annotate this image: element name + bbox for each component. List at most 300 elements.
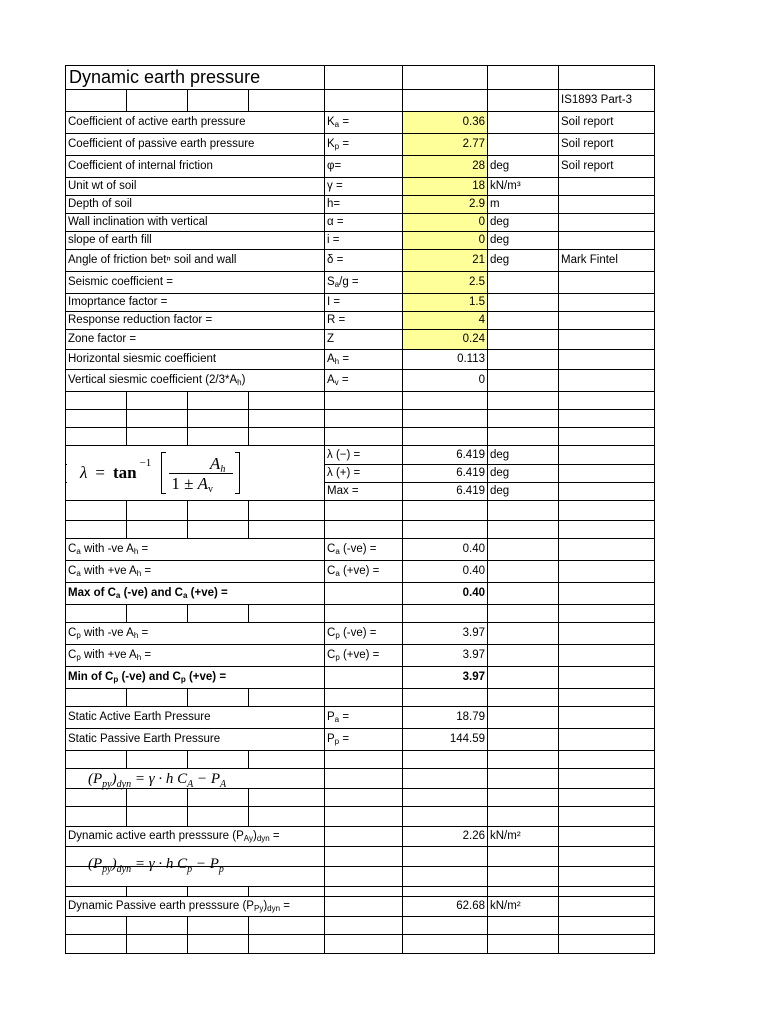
zone-label-cell[interactable]: [66, 330, 325, 350]
empty-cell[interactable]: [325, 887, 403, 897]
empty-cell[interactable]: [325, 827, 403, 847]
empty-cell[interactable]: [325, 521, 403, 539]
empty-cell[interactable]: [559, 729, 655, 751]
empty-cell[interactable]: [488, 312, 559, 330]
empty-cell[interactable]: [403, 867, 488, 887]
lp-value-cell[interactable]: [403, 465, 488, 483]
empty-cell[interactable]: [559, 897, 655, 917]
empty-cell[interactable]: [403, 428, 488, 446]
av-value-cell[interactable]: [403, 370, 488, 392]
empty-cell[interactable]: [403, 605, 488, 623]
empty-cell[interactable]: [66, 917, 127, 935]
empty-cell[interactable]: [127, 689, 188, 707]
empty-cell[interactable]: [127, 521, 188, 539]
empty-cell[interactable]: [559, 312, 655, 330]
empty-cell[interactable]: [403, 410, 488, 428]
empty-cell[interactable]: [559, 410, 655, 428]
spreadsheet-grid: [65, 65, 655, 954]
empty-cell[interactable]: [559, 465, 655, 483]
empty-cell[interactable]: [325, 66, 403, 90]
lm-unit-cell[interactable]: [488, 446, 559, 465]
kp-sym-text: =: [339, 138, 350, 150]
camax-value-cell[interactable]: [403, 583, 488, 605]
empty-cell[interactable]: [488, 539, 559, 561]
empty-cell[interactable]: [559, 605, 655, 623]
empty-cell[interactable]: [559, 645, 655, 667]
alpha-label-cell[interactable]: [66, 214, 325, 232]
cpmin-label-cell[interactable]: [66, 667, 325, 689]
empty-cell[interactable]: [127, 917, 188, 935]
slope-unit-cell[interactable]: [488, 232, 559, 250]
phi-ref-cell[interactable]: [559, 156, 655, 178]
av-symbol-cell[interactable]: [325, 370, 403, 392]
slope-symbol-cell[interactable]: [325, 232, 403, 250]
empty-cell[interactable]: [403, 917, 488, 935]
empty-cell[interactable]: [488, 751, 559, 769]
empty-cell[interactable]: [488, 667, 559, 689]
empty-cell[interactable]: [488, 917, 559, 935]
empty-cell[interactable]: [559, 501, 655, 521]
pp-symbol-cell[interactable]: [325, 729, 403, 751]
empty-cell[interactable]: [127, 751, 188, 769]
sa-value-cell[interactable]: [403, 272, 488, 294]
camax-val-text: 0.40: [462, 587, 485, 599]
empty-cell[interactable]: [249, 789, 325, 807]
alpha-value-cell[interactable]: [403, 214, 488, 232]
empty-cell[interactable]: [488, 392, 559, 410]
empty-cell[interactable]: [559, 483, 655, 501]
empty-cell[interactable]: [559, 392, 655, 410]
lmax-symbol-cell[interactable]: [325, 483, 403, 501]
empty-cell[interactable]: [559, 827, 655, 847]
alpha-symbol-cell[interactable]: [325, 214, 403, 232]
empty-cell[interactable]: [127, 90, 188, 112]
empty-cell[interactable]: [488, 330, 559, 350]
cap-label-cell[interactable]: [66, 561, 325, 583]
empty-cell[interactable]: [249, 501, 325, 521]
cpm-sym-text: C: [327, 627, 336, 639]
empty-cell[interactable]: [188, 428, 249, 446]
empty-cell[interactable]: [325, 789, 403, 807]
empty-cell[interactable]: [559, 330, 655, 350]
empty-cell[interactable]: [488, 272, 559, 294]
empty-cell[interactable]: [127, 392, 188, 410]
empty-cell[interactable]: [66, 789, 127, 807]
empty-cell[interactable]: [488, 112, 559, 134]
slope-value-cell[interactable]: [403, 232, 488, 250]
empty-cell[interactable]: [559, 350, 655, 370]
cpp-symbol-cell[interactable]: [325, 645, 403, 667]
empty-cell[interactable]: [249, 807, 325, 827]
empty-cell[interactable]: [559, 561, 655, 583]
empty-cell[interactable]: [66, 807, 127, 827]
empty-cell[interactable]: [249, 917, 325, 935]
cam-value-cell[interactable]: [403, 539, 488, 561]
empty-cell[interactable]: [66, 410, 127, 428]
pp-sym-subscript: p: [334, 737, 340, 746]
cpm-label-cell[interactable]: [66, 623, 325, 645]
empty-cell[interactable]: [488, 501, 559, 521]
cpm-label-text: =: [138, 627, 149, 639]
empty-cell[interactable]: [559, 294, 655, 312]
resp-value-cell[interactable]: [403, 312, 488, 330]
empty-cell[interactable]: [188, 887, 249, 897]
empty-cell[interactable]: [488, 350, 559, 370]
cpp-value-cell[interactable]: [403, 645, 488, 667]
empty-cell[interactable]: [488, 561, 559, 583]
lambda-denominator: [169, 474, 233, 493]
empty-cell[interactable]: [559, 66, 655, 90]
empty-cell[interactable]: [325, 897, 403, 917]
empty-cell[interactable]: [403, 66, 488, 90]
empty-cell[interactable]: [559, 769, 655, 789]
empty-cell[interactable]: [325, 392, 403, 410]
empty-cell[interactable]: [325, 917, 403, 935]
empty-cell[interactable]: [403, 501, 488, 521]
lm-symbol-cell[interactable]: [325, 446, 403, 465]
resp-label-cell[interactable]: [66, 312, 325, 330]
empty-cell[interactable]: [559, 847, 655, 867]
empty-cell[interactable]: [488, 90, 559, 112]
lambda-fraction: [169, 454, 233, 493]
empty-cell[interactable]: [127, 789, 188, 807]
empty-cell[interactable]: [249, 935, 325, 954]
empty-cell[interactable]: [249, 410, 325, 428]
empty-cell[interactable]: [488, 294, 559, 312]
pa-label-cell[interactable]: [66, 707, 325, 729]
ka-value-cell[interactable]: [403, 112, 488, 134]
empty-cell[interactable]: [403, 392, 488, 410]
empty-cell[interactable]: [188, 807, 249, 827]
delta-label-cell[interactable]: [66, 250, 325, 272]
phi-value-cell[interactable]: [403, 156, 488, 178]
empty-cell[interactable]: [559, 583, 655, 605]
empty-cell[interactable]: [249, 689, 325, 707]
empty-cell[interactable]: [325, 90, 403, 112]
empty-cell[interactable]: [66, 428, 127, 446]
empty-cell[interactable]: [403, 807, 488, 827]
empty-cell[interactable]: [488, 807, 559, 827]
empty-cell[interactable]: [325, 410, 403, 428]
kp-label-text: Coefficient of passive earth pressure: [68, 138, 255, 150]
empty-cell[interactable]: [403, 689, 488, 707]
dyna-value-cell[interactable]: [403, 827, 488, 847]
empty-cell[interactable]: [403, 789, 488, 807]
empty-cell[interactable]: [127, 410, 188, 428]
empty-cell[interactable]: [488, 689, 559, 707]
formula-text: ): [111, 771, 117, 787]
kp-sym-text: K: [327, 138, 335, 150]
cap-symbol-cell[interactable]: [325, 561, 403, 583]
empty-cell[interactable]: [488, 134, 559, 156]
empty-cell[interactable]: [559, 214, 655, 232]
delta-symbol-cell[interactable]: [325, 250, 403, 272]
resp-symbol-cell[interactable]: [325, 312, 403, 330]
zone-value-cell[interactable]: [403, 330, 488, 350]
empty-cell[interactable]: [249, 751, 325, 769]
lambda-numerator: [169, 454, 233, 474]
empty-cell[interactable]: [188, 410, 249, 428]
empty-cell[interactable]: [559, 428, 655, 446]
empty-cell[interactable]: [488, 605, 559, 623]
camax-label-cell[interactable]: [66, 583, 325, 605]
empty-cell[interactable]: [325, 769, 403, 789]
empty-cell[interactable]: [127, 887, 188, 897]
empty-cell[interactable]: [249, 887, 325, 897]
formula-subscript: p: [218, 864, 224, 875]
depth-label-cell[interactable]: [66, 196, 325, 214]
dynp-value-cell[interactable]: [403, 897, 488, 917]
empty-cell[interactable]: [325, 605, 403, 623]
kp-label-cell[interactable]: [66, 134, 325, 156]
empty-cell[interactable]: [403, 521, 488, 539]
empty-cell[interactable]: [249, 605, 325, 623]
empty-cell[interactable]: [488, 847, 559, 867]
empty-cell[interactable]: [127, 428, 188, 446]
empty-cell[interactable]: [188, 90, 249, 112]
right-bracket: [235, 452, 240, 494]
dyna-unit-cell[interactable]: [488, 827, 559, 847]
empty-cell[interactable]: [488, 410, 559, 428]
empty-cell[interactable]: [488, 521, 559, 539]
empty-cell[interactable]: [249, 392, 325, 410]
imp-label-cell[interactable]: [66, 294, 325, 312]
empty-cell[interactable]: [188, 689, 249, 707]
empty-cell[interactable]: [325, 867, 403, 887]
empty-cell[interactable]: [325, 807, 403, 827]
empty-cell[interactable]: [325, 501, 403, 521]
empty-cell[interactable]: [559, 935, 655, 954]
ref-ref-cell[interactable]: [559, 90, 655, 112]
lmax-sym-text: Max =: [327, 485, 359, 497]
empty-cell[interactable]: [66, 605, 127, 623]
sa-sym-text: S: [327, 276, 335, 288]
empty-cell[interactable]: [559, 446, 655, 465]
phi-symbol-cell[interactable]: [325, 156, 403, 178]
cpp-label-cell[interactable]: [66, 645, 325, 667]
empty-cell[interactable]: [325, 689, 403, 707]
cpm-sym-subscript: p: [335, 631, 340, 640]
cpm-value-cell[interactable]: [403, 623, 488, 645]
empty-cell[interactable]: [403, 887, 488, 897]
gamma-symbol-cell[interactable]: [325, 178, 403, 196]
empty-cell[interactable]: [559, 807, 655, 827]
empty-cell[interactable]: [66, 501, 127, 521]
phi-unit-cell[interactable]: [488, 156, 559, 178]
cap-sym-text: (+ve) =: [339, 565, 380, 577]
empty-cell[interactable]: [403, 769, 488, 789]
empty-cell[interactable]: [325, 667, 403, 689]
empty-cell[interactable]: [325, 935, 403, 954]
ah-sym-text: =: [339, 353, 350, 365]
empty-cell[interactable]: [188, 917, 249, 935]
ka-ref-cell[interactable]: [559, 112, 655, 134]
empty-cell[interactable]: [559, 272, 655, 294]
alpha-unit-cell[interactable]: [488, 214, 559, 232]
cap-value-cell[interactable]: [403, 561, 488, 583]
cpp-label-text: C: [68, 649, 77, 661]
empty-cell[interactable]: [188, 751, 249, 769]
depth-symbol-cell[interactable]: [325, 196, 403, 214]
gamma-value-cell[interactable]: [403, 178, 488, 196]
empty-cell[interactable]: [403, 90, 488, 112]
empty-cell[interactable]: [66, 751, 127, 769]
zone-symbol-cell[interactable]: [325, 330, 403, 350]
cpmin-value-cell[interactable]: [403, 667, 488, 689]
empty-cell[interactable]: [188, 501, 249, 521]
empty-cell[interactable]: [66, 689, 127, 707]
empty-cell[interactable]: [559, 689, 655, 707]
empty-cell[interactable]: [488, 729, 559, 751]
ka-sym-subscript: a: [334, 120, 340, 129]
dyna-label-cell[interactable]: [66, 827, 325, 847]
empty-cell[interactable]: [488, 370, 559, 392]
empty-cell[interactable]: [488, 789, 559, 807]
empty-cell[interactable]: [559, 887, 655, 897]
pa-symbol-cell[interactable]: [325, 707, 403, 729]
delta-ref-cell[interactable]: [559, 250, 655, 272]
delta-unit-cell[interactable]: [488, 250, 559, 272]
empty-cell[interactable]: [188, 521, 249, 539]
empty-cell[interactable]: [188, 789, 249, 807]
empty-cell[interactable]: [249, 521, 325, 539]
empty-cell[interactable]: [559, 521, 655, 539]
ah-symbol-cell[interactable]: [325, 350, 403, 370]
cap-label-text: C: [68, 565, 77, 577]
empty-cell[interactable]: [403, 751, 488, 769]
empty-cell[interactable]: [488, 867, 559, 887]
empty-cell[interactable]: [559, 178, 655, 196]
empty-cell[interactable]: [488, 769, 559, 789]
empty-cell[interactable]: [325, 428, 403, 446]
empty-cell[interactable]: [488, 66, 559, 90]
cpmin-label-subscript: p: [113, 675, 119, 684]
empty-cell[interactable]: [559, 370, 655, 392]
empty-cell[interactable]: [325, 583, 403, 605]
delta-label-text: Angle of friction betⁿ soil and wall: [68, 254, 237, 266]
empty-cell[interactable]: [488, 707, 559, 729]
empty-cell[interactable]: [559, 539, 655, 561]
empty-cell[interactable]: [559, 707, 655, 729]
numerator-subscript: h: [220, 463, 226, 475]
cap-label-subscript: a: [76, 569, 81, 578]
formula-text: = γ · h C: [131, 856, 188, 872]
empty-cell[interactable]: [488, 887, 559, 897]
numerator-text: A: [209, 453, 221, 473]
cpp-label-subscript: h: [136, 653, 142, 662]
lm-value-cell[interactable]: [403, 446, 488, 465]
cap-sym-text: C: [327, 565, 336, 577]
formula-subscript: A: [220, 779, 227, 790]
cpm-symbol-cell[interactable]: [325, 623, 403, 645]
dynp-unit-cell[interactable]: [488, 897, 559, 917]
lp-unit-text: deg: [490, 467, 510, 479]
empty-cell[interactable]: [66, 90, 127, 112]
empty-cell[interactable]: [127, 935, 188, 954]
empty-cell[interactable]: [188, 605, 249, 623]
av-label-cell[interactable]: [66, 370, 325, 392]
empty-cell[interactable]: [127, 807, 188, 827]
depth-value-cell[interactable]: [403, 196, 488, 214]
imp-value-cell[interactable]: [403, 294, 488, 312]
kp-ref-cell[interactable]: [559, 134, 655, 156]
cam-symbol-cell[interactable]: [325, 539, 403, 561]
formula-text: (P: [88, 771, 103, 787]
ah-label-cell[interactable]: [66, 350, 325, 370]
empty-cell[interactable]: [66, 521, 127, 539]
pp-value-cell[interactable]: [403, 729, 488, 751]
kp-value-cell[interactable]: [403, 134, 488, 156]
empty-cell[interactable]: [559, 751, 655, 769]
lmax-value-cell[interactable]: [403, 483, 488, 501]
cam-label-cell[interactable]: [66, 539, 325, 561]
ka-symbol-cell[interactable]: [325, 112, 403, 134]
sa-symbol-cell[interactable]: [325, 272, 403, 294]
gamma-label-cell[interactable]: [66, 178, 325, 196]
empty-cell[interactable]: [559, 917, 655, 935]
lp-unit-cell[interactable]: [488, 465, 559, 483]
sa-label-cell[interactable]: [66, 272, 325, 294]
empty-cell[interactable]: [249, 90, 325, 112]
kp-symbol-cell[interactable]: [325, 134, 403, 156]
empty-cell[interactable]: [66, 935, 127, 954]
empty-cell[interactable]: [488, 935, 559, 954]
slope-unit-text: deg: [490, 234, 510, 246]
empty-cell[interactable]: [325, 751, 403, 769]
empty-cell[interactable]: [488, 623, 559, 645]
empty-cell[interactable]: [559, 867, 655, 887]
empty-cell[interactable]: [66, 392, 127, 410]
ka-label-cell[interactable]: [66, 112, 325, 134]
depth-unit-cell[interactable]: [488, 196, 559, 214]
phi-label-cell[interactable]: [66, 156, 325, 178]
lambda-exponent: −1: [139, 457, 152, 469]
pa-val-text: 18.79: [456, 711, 485, 723]
pp-label-cell[interactable]: [66, 729, 325, 751]
slope-label-cell[interactable]: [66, 232, 325, 250]
formula-subscript: p: [187, 864, 193, 875]
lmax-unit-cell[interactable]: [488, 483, 559, 501]
empty-cell[interactable]: [488, 428, 559, 446]
empty-cell[interactable]: [559, 623, 655, 645]
title-cell[interactable]: [66, 66, 325, 90]
ka-ref-text: Soil report: [561, 116, 614, 128]
sa-val-text: 2.5: [469, 276, 485, 288]
empty-cell[interactable]: [188, 935, 249, 954]
empty-cell[interactable]: [559, 789, 655, 807]
empty-cell[interactable]: [559, 232, 655, 250]
empty-cell[interactable]: [403, 847, 488, 867]
empty-cell[interactable]: [559, 667, 655, 689]
dynp-label-cell[interactable]: [66, 897, 325, 917]
empty-cell[interactable]: [488, 645, 559, 667]
empty-cell[interactable]: [488, 583, 559, 605]
pa-value-cell[interactable]: [403, 707, 488, 729]
empty-cell[interactable]: [188, 392, 249, 410]
imp-symbol-cell[interactable]: [325, 294, 403, 312]
empty-cell[interactable]: [127, 501, 188, 521]
gamma-unit-cell[interactable]: [488, 178, 559, 196]
empty-cell[interactable]: [559, 196, 655, 214]
ah-value-cell[interactable]: [403, 350, 488, 370]
lp-symbol-cell[interactable]: [325, 465, 403, 483]
empty-cell[interactable]: [127, 605, 188, 623]
empty-cell[interactable]: [66, 887, 127, 897]
delta-value-cell[interactable]: [403, 250, 488, 272]
empty-cell[interactable]: [249, 428, 325, 446]
empty-cell[interactable]: [325, 847, 403, 867]
empty-cell[interactable]: [403, 935, 488, 954]
